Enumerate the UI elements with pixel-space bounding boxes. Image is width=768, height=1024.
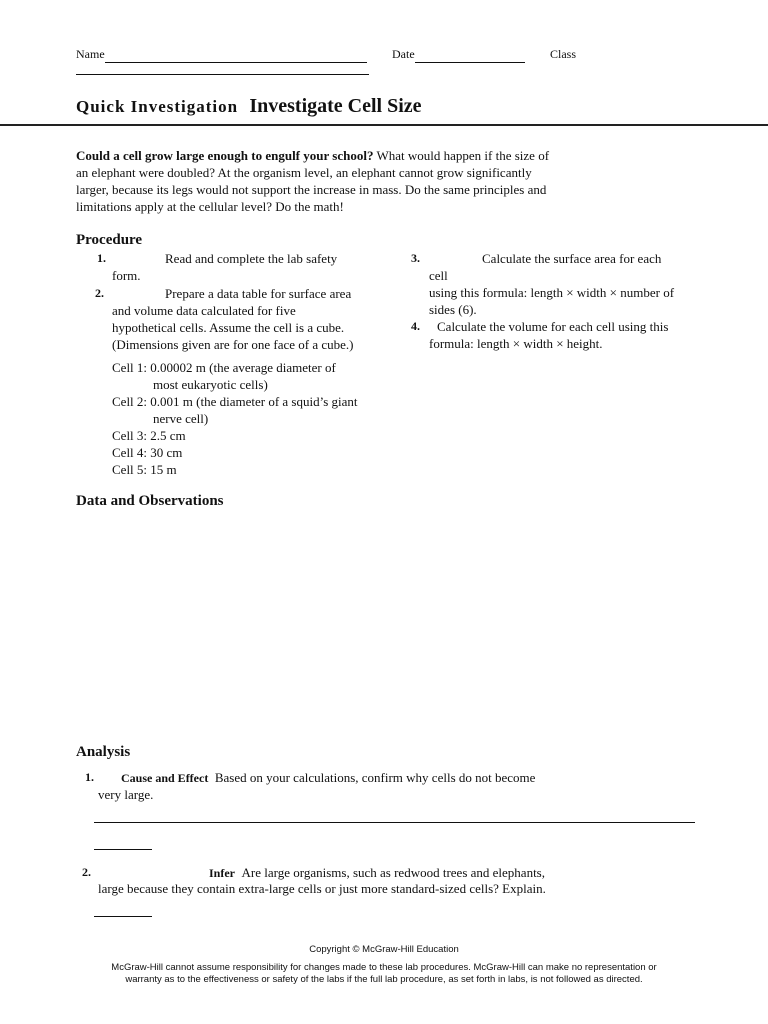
question-2-text: large because they contain extra-large cells or just more standard-sized cells? Explain. — [98, 881, 546, 896]
step-number: 2. — [95, 286, 104, 300]
cell-list-item: nerve cell) — [153, 411, 209, 426]
name-blank-continuation[interactable] — [76, 74, 369, 75]
intro-paragraph — [76, 147, 596, 215]
answer-line[interactable] — [94, 916, 152, 917]
title-main: Investigate Cell Size — [249, 95, 422, 117]
intro-question: Could a cell grow large enough to engulf your school? — [76, 148, 374, 163]
question-1-skill: Cause and Effect — [121, 771, 209, 785]
cell-list-item: Cell 5: 15 m — [112, 462, 177, 477]
question-2-skill: Infer — [209, 866, 235, 880]
step-3-text: using this formula: length × width × number of — [429, 285, 675, 300]
title-prefix: Quick Investigation — [76, 97, 239, 116]
question-number: 1. — [85, 770, 94, 784]
page-title — [76, 95, 422, 117]
name-field — [76, 46, 367, 63]
cell-list-item: Cell 4: 30 cm — [112, 445, 183, 460]
step-number: 1. — [97, 251, 106, 265]
step-3-text: Calculate the surface area for each — [482, 251, 662, 266]
step-number: 3. — [411, 251, 420, 265]
step-number: 4. — [411, 319, 420, 333]
step-3-text: cell — [429, 268, 448, 283]
question-number: 2. — [82, 865, 91, 879]
step-2-text: hypothetical cells. Assume the cell is a cube. — [112, 320, 345, 335]
intro-line: larger, because its legs would not support the increase in mass. Do the same principles and — [76, 182, 547, 197]
answer-line[interactable] — [94, 849, 152, 850]
name-label: Name — [76, 47, 105, 61]
step-2-text: and volume data calculated for five — [112, 303, 296, 318]
date-label: Date — [392, 47, 415, 61]
footer-copyright: Copyright © McGraw-Hill Education — [309, 944, 459, 955]
question-1-text: very large. — [98, 787, 154, 802]
answer-line[interactable] — [94, 822, 695, 823]
step-1-text: Read and complete the lab safety — [165, 251, 338, 266]
step-4-text: Calculate the volume for each cell using this — [437, 319, 669, 334]
date-blank[interactable] — [415, 50, 525, 63]
cell-list-item: Cell 3: 2.5 cm — [112, 428, 186, 443]
step-3-text: sides (6). — [429, 302, 477, 317]
step-2-text: Prepare a data table for surface area — [165, 286, 352, 301]
class-label: Class — [550, 47, 577, 61]
cell-list-item: most eukaryotic cells) — [153, 377, 268, 392]
intro-line: an elephant were doubled? At the organism level, an elephant cannot grow significantly — [76, 165, 532, 180]
analysis-heading: Analysis — [76, 744, 131, 760]
intro-line: limitations apply at the cellular level? Do the math! — [76, 199, 344, 214]
footer-disclaimer: McGraw-Hill cannot assume responsibility for changes made to these lab procedures. McGraw-Hill can make no representation or — [111, 962, 657, 973]
title-rule — [0, 124, 768, 126]
step-4-text: formula: length × width × height. — [429, 336, 603, 351]
cell-list-item: Cell 1: 0.00002 m (the average diameter of — [112, 360, 336, 375]
data-observations-area[interactable] — [76, 515, 696, 730]
question-1-text: Based on your calculations, confirm why cells do not become — [214, 770, 536, 785]
name-blank[interactable] — [105, 50, 367, 63]
data-observations-heading: Data and Observations — [76, 493, 224, 509]
footer-disclaimer: warranty as to the effectiveness or safety of the labs if the full lab procedure, as set forth in labs, is not followed as directed. — [125, 974, 643, 985]
cell-list-item: Cell 2: 0.001 m (the diameter of a squid’s giant — [112, 394, 358, 409]
question-2-text: Are large organisms, such as redwood trees and elephants, — [241, 865, 545, 880]
procedure-heading: Procedure — [76, 232, 143, 248]
step-2-text: (Dimensions given are for one face of a cube.) — [112, 337, 354, 352]
question-1 — [121, 769, 535, 787]
step-1-text: form. — [112, 268, 141, 283]
date-field — [392, 46, 525, 63]
intro-line: What would happen if the size of — [376, 148, 550, 163]
